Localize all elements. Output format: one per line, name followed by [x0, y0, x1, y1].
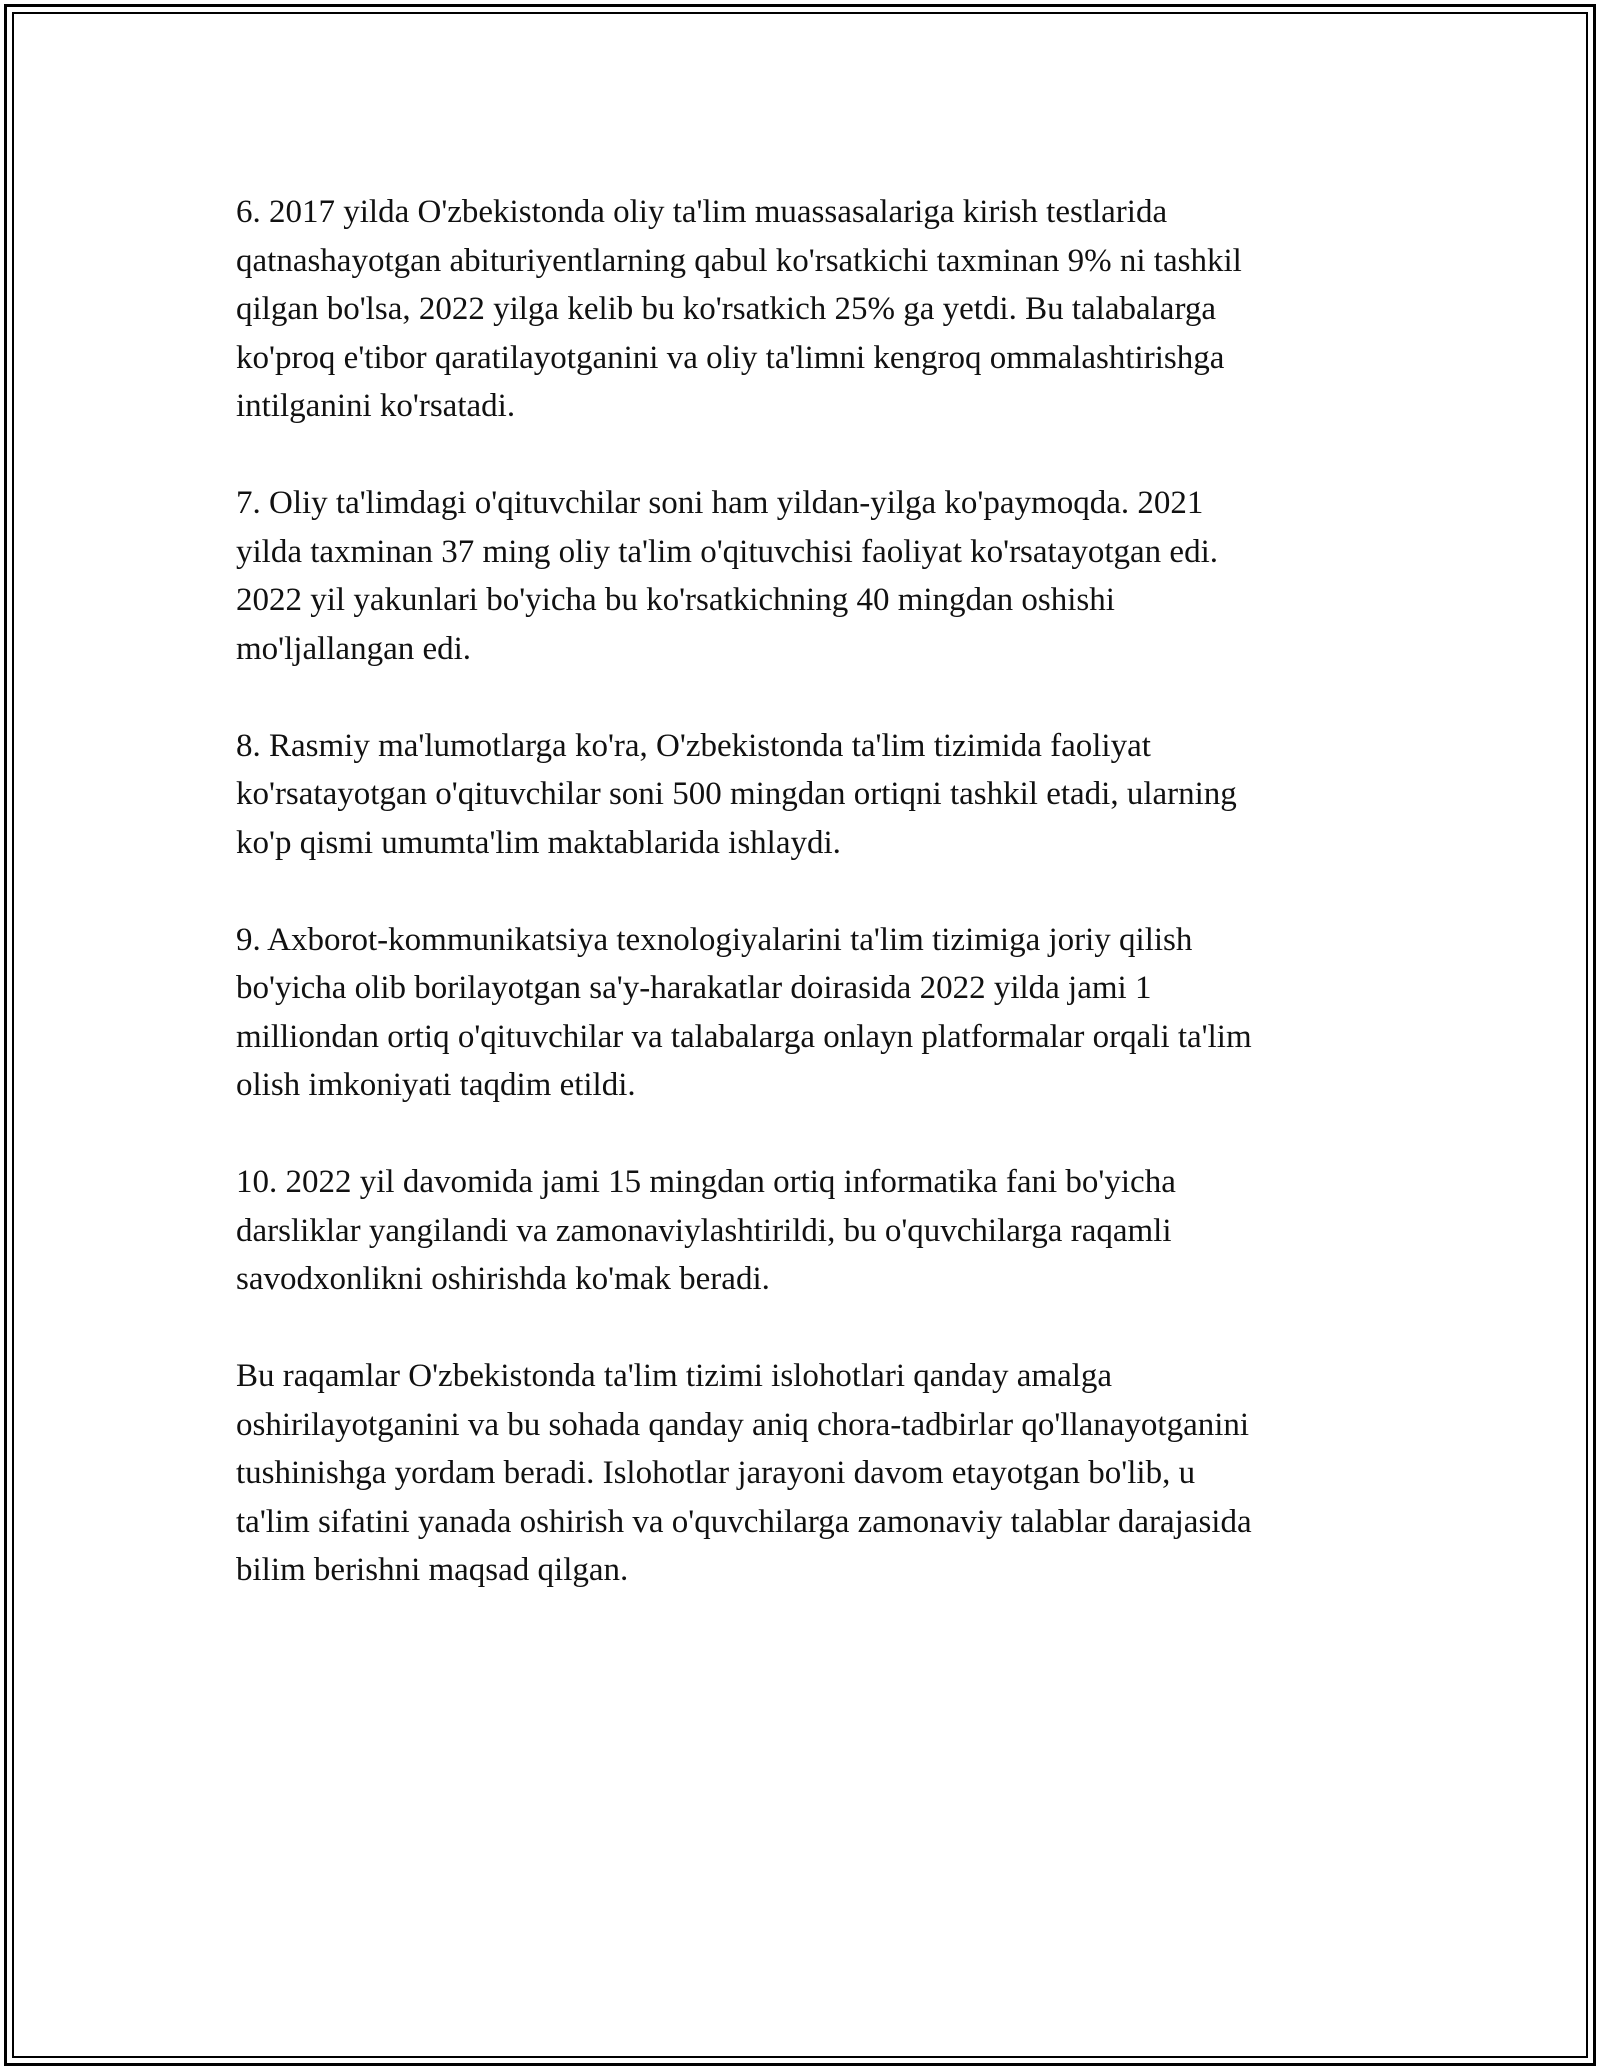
paragraph-7: 7. Oliy ta'limdagi o'qituvchilar soni ham yildan-yilga ko'paymoqda. 2021 yilda taxminan 37 ming oliy ta'lim o'qituvchisi faoliyat ko'rsatayotgan edi. 2022 yil yakunlari bo'yicha bu ko'rsatkichning 40 mingdan oshishi mo'ljallangan edi.	[236, 485, 1218, 667]
document-body	[236, 188, 1396, 1643]
paragraph-9: 9. Axborot-kommunikatsiya texnologiyalarini ta'lim tizimiga joriy qilish bo'yicha olib borilayotgan sa'y-harakatlar doirasida 2022 yilda jami 1 milliondan ortiq o'qituvchilar va talabalarga onlayn platformalar orqali ta'lim olish imkoniyati taqdim etildi.	[236, 921, 1252, 1103]
paragraph-6: 6. 2017 yilda O'zbekistonda oliy ta'lim muassasalariga kirish testlarida qatnashayotgan abituriyentlarning qabul ko'rsatkichi taxminan 9% ni tashkil qilgan bo'lsa, 2022 yilga kelib bu ko'rsatkich 25% ga yetdi. Bu talabalarga ko'proq e'tibor qaratilayotganini va oliy ta'limni kengroq ommalashtirishga intilganini ko'rsatadi.	[236, 194, 1242, 424]
paragraph-conclusion: Bu raqamlar O'zbekistonda ta'lim tizimi islohotlari qanday amalga oshirilayotganini va bu sohada qanday aniq chora-tadbirlar qo'llanayotganini tushinishga yordam beradi. Islohotlar jarayoni davom etayotgan bo'lib, u ta'lim sifatini yanada oshirish va o'quvchilarga zamonaviy talablar darajasida bilim berishni maqsad qilgan.	[236, 1358, 1252, 1588]
paragraph-10: 10. 2022 yil davomida jami 15 mingdan ortiq informatika fani bo'yicha darsliklar yangilandi va zamonaviylashtirildi, bu o'quvchilarga raqamli savodxonlikni oshirishda ko'mak beradi.	[236, 1164, 1176, 1297]
paragraph-8: 8. Rasmiy ma'lumotlarga ko'ra, O'zbekistonda ta'lim tizimida faoliyat ko'rsatayotgan o'qituvchilar soni 500 mingdan ortiqni tashkil etadi, ularning ko'p qismi umumta'lim maktablarida ishlaydi.	[236, 727, 1237, 861]
